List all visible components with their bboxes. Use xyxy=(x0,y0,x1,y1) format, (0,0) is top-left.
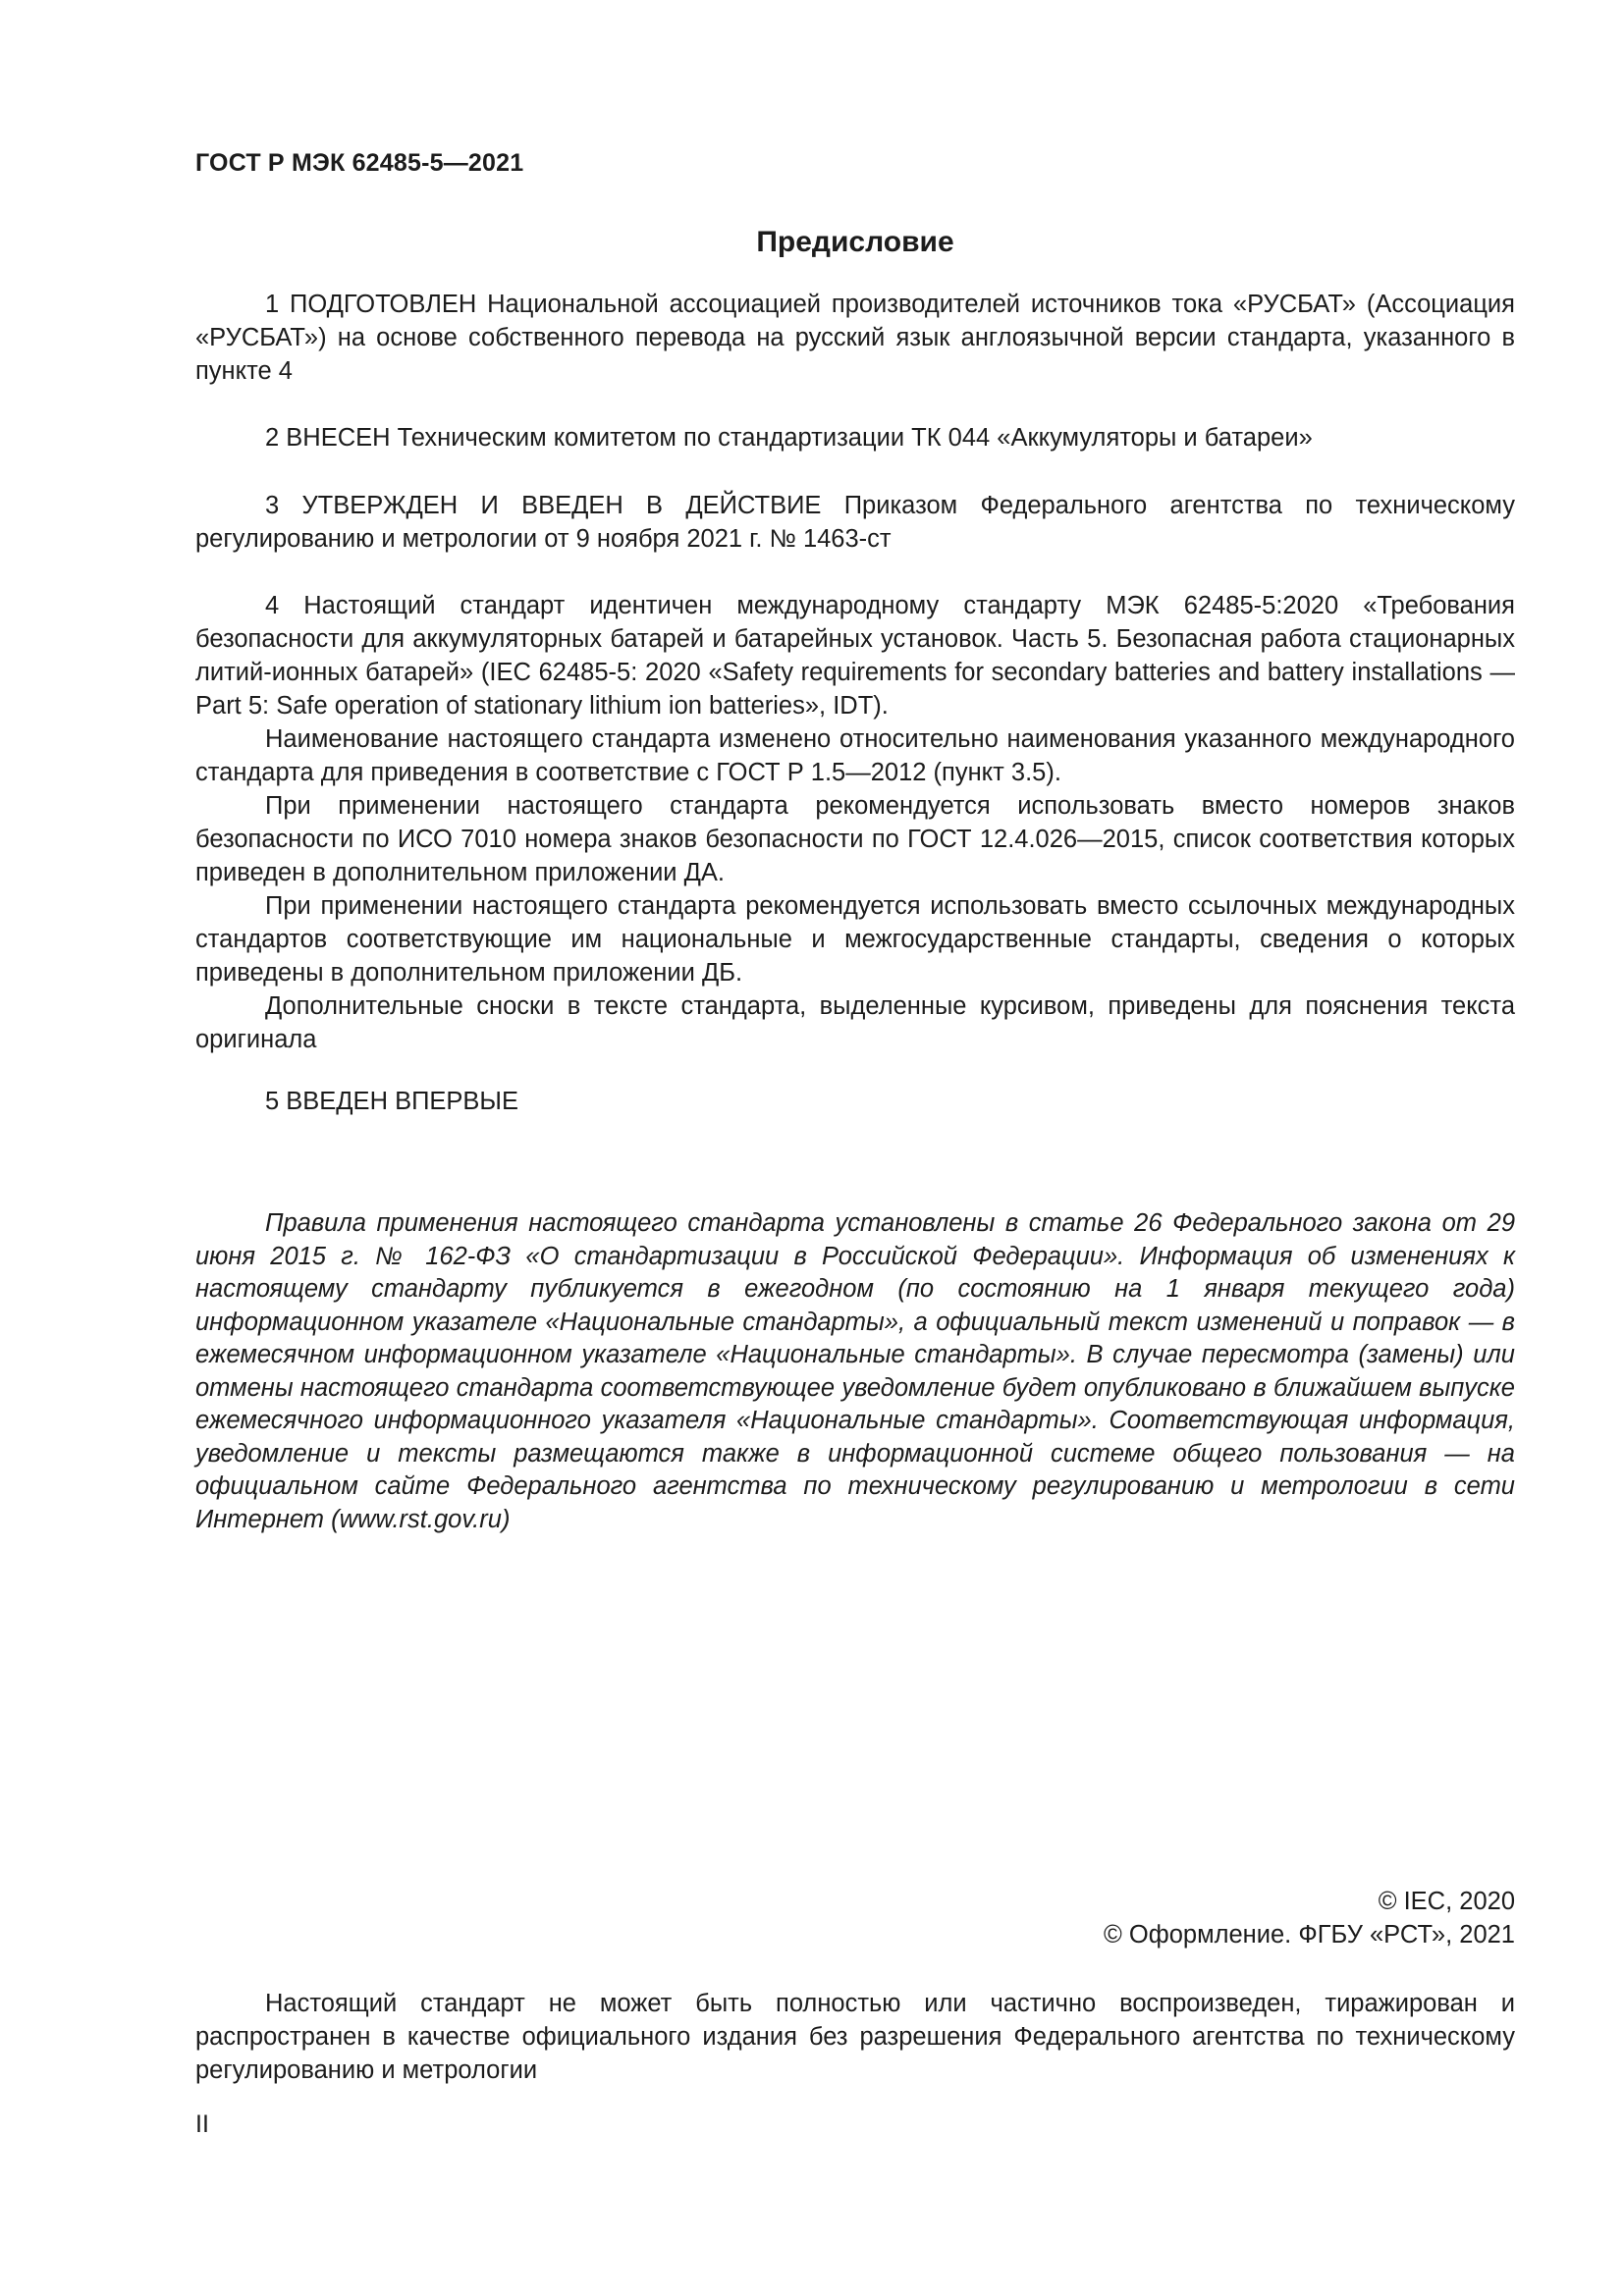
reproduction-notice-text: Настоящий стандарт не может быть полностью или частично воспроизведен, тиражирован и распространен в качестве официального издания без разрешения Федерального агентства по техническому регулированию и метрологии xyxy=(195,1990,1515,2084)
note-text: Правила применения настоящего стандарта установлены в статье 26 Федерального закона от 29 июня 2015 г. № 162-ФЗ «О стандартизации в Российской Федерации». Информация об изменениях к настоящему стандарту публикуется в ежегодном (по состоянию на 1 января текущего года) информационном указателе «Национальные стандарты», а официальный текст изменений и поправок — в ежемесячном информационном указателе «Национальные стандарты». В случае пересмотра (замены) или отмены настоящего стандарта соответствующее уведомление будет опубликовано в ближайшем выпуске ежемесячного информационного указателя «Национальные стандарты». Соответствующая информация, уведомление и тексты размещаются также в информационной системе общего пользования — на официальном сайте Федерального агентства по техническому регулированию и метрологии в сети Интернет (www.rst.gov.ru) xyxy=(195,1209,1515,1533)
paragraph-introduced: 2 ВНЕСЕН Техническим комитетом по стандартизации ТК 044 «Аккумуляторы и батареи» xyxy=(265,424,1313,452)
paragraph-safety-signs: При применении настоящего стандарта рекомендуется использовать вместо номеров знаков безопасности по ИСО 7010 номера знаков безопасности по ГОСТ 12.4.026—2015, список соответствия которых приведен в дополнительном приложении ДА. xyxy=(195,792,1515,886)
page-number: II xyxy=(195,2110,209,2138)
paragraph-first-introduced: 5 ВВЕДЕН ВПЕРВЫЕ xyxy=(265,1088,519,1115)
paragraph-footnotes: Дополнительные сноски в тексте стандарта, выделенные курсивом, приведены для пояснения текста оригинала xyxy=(195,992,1515,1053)
application-rules-note xyxy=(195,1207,1515,1536)
item-4-block xyxy=(195,589,1515,1056)
section-title: Предисловие xyxy=(756,226,954,258)
paragraph-identical: 4 Настоящий стандарт идентичен международному стандарту МЭК 62485-5:2020 «Требования безопасности для аккумуляторных батарей и батарейных установок. Часть 5. Безопасная работа стационарных литий-ионных батарей» (IEC 62485-5: 2020 «Safety requirements for secondary batteries and battery installations — Part 5: Safe operation of stationary lithium ion batteries», IDT). xyxy=(195,592,1515,720)
paragraph-name-changed: Наименование настоящего стандарта изменено относительно наименования указанного международного стандарта для приведения в соответствие с ГОСТ Р 1.5—2012 (пункт 3.5). xyxy=(195,725,1515,786)
item-1-block xyxy=(195,288,1515,388)
paragraph-reference-standards: При применении настоящего стандарта рекомендуется использовать вместо ссылочных международных стандартов соответствующие им национальные и межгосударственные стандарты, сведения о которых приведены в дополнительном приложении ДБ. xyxy=(195,892,1515,987)
item-2-block xyxy=(195,421,1515,454)
paragraph-approved: 3 УТВЕРЖДЕН И ВВЕДЕН В ДЕЙСТВИЕ Приказом Федерального агентства по техническому регулированию и метрологии от 9 ноября 2021 г. № 1463-ст xyxy=(195,492,1515,553)
item-3-block xyxy=(195,489,1515,556)
item-5-block xyxy=(195,1085,1515,1118)
copyright-block xyxy=(1104,1885,1515,1951)
reproduction-notice xyxy=(195,1987,1515,2087)
copyright-rst: © Оформление. ФГБУ «РСТ», 2021 xyxy=(1104,1921,1515,1949)
document-code-header: ГОСТ Р МЭК 62485-5—2021 xyxy=(195,149,524,177)
paragraph-prepared: 1 ПОДГОТОВЛЕН Национальной ассоциацией производителей источников тока «РУСБАТ» (Ассоциация «РУСБАТ») на основе собственного перевода на русский язык англоязычной версии стандарта, указанного в пункте 4 xyxy=(195,291,1515,385)
copyright-iec: © IEC, 2020 xyxy=(1378,1888,1515,1915)
